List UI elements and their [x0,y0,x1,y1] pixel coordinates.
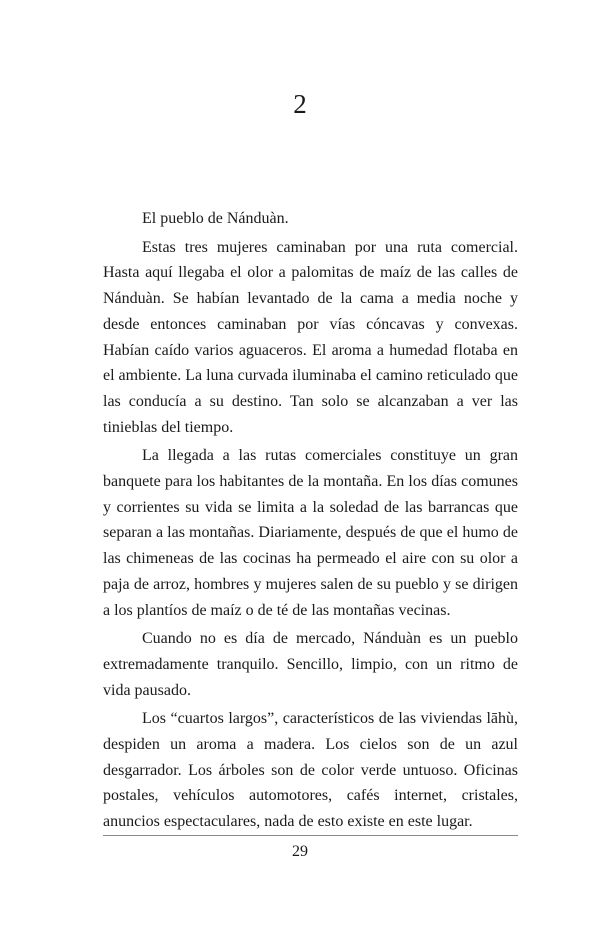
paragraph: Estas tres mujeres caminaban por una ruta comercial. Hasta aquí llegaba el olor a palomitas de maíz de las calles de Nánduàn. Se habían levantado de la cama a media noche y desde entonces caminaban por vías cóncavas y convexas. Habían caído varios aguaceros. El aroma a humedad flotaba en el ambiente. La luna curvada iluminaba el camino reticulado que las conducía a su destino. Tan solo se alcanzaban a ver las tinieblas del tiempo. [103,238,518,436]
paragraph: La llegada a las rutas comerciales constituye un gran banquete para los habitantes de la montaña. En los días comunes y corrientes su vida se limita a la soledad de las barrancas que separan a las montañas. Diariamente, después de que el humo de las chimeneas de las cocinas ha permeado el aire con su olor a paja de arroz, hombres y mujeres salen de su pueblo y se dirigen a los plantíos de maíz o de té de las montañas vecinas. [103,447,518,619]
paragraph: Los “cuartos largos”, característicos de las viviendas lāhù, despiden un aroma a madera. Los cielos son de un azul desgarrador. Los árboles son de color verde untuoso. Oficinas postales, vehículos automotores, cafés internet, cristales, anuncios espectaculares, nada de esto existe en este lugar. [103,710,518,831]
paragraph: El pueblo de Nánduàn. [142,210,289,227]
body-text [103,206,518,835]
footer-divider [103,835,518,836]
chapter-number: 2 [293,89,307,119]
page-number: 29 [292,843,308,860]
paragraph: Cuando no es día de mercado, Nánduàn es un pueblo extremadamente tranquilo. Sencillo, limpio, con un ritmo de vida pausado. [103,630,518,699]
